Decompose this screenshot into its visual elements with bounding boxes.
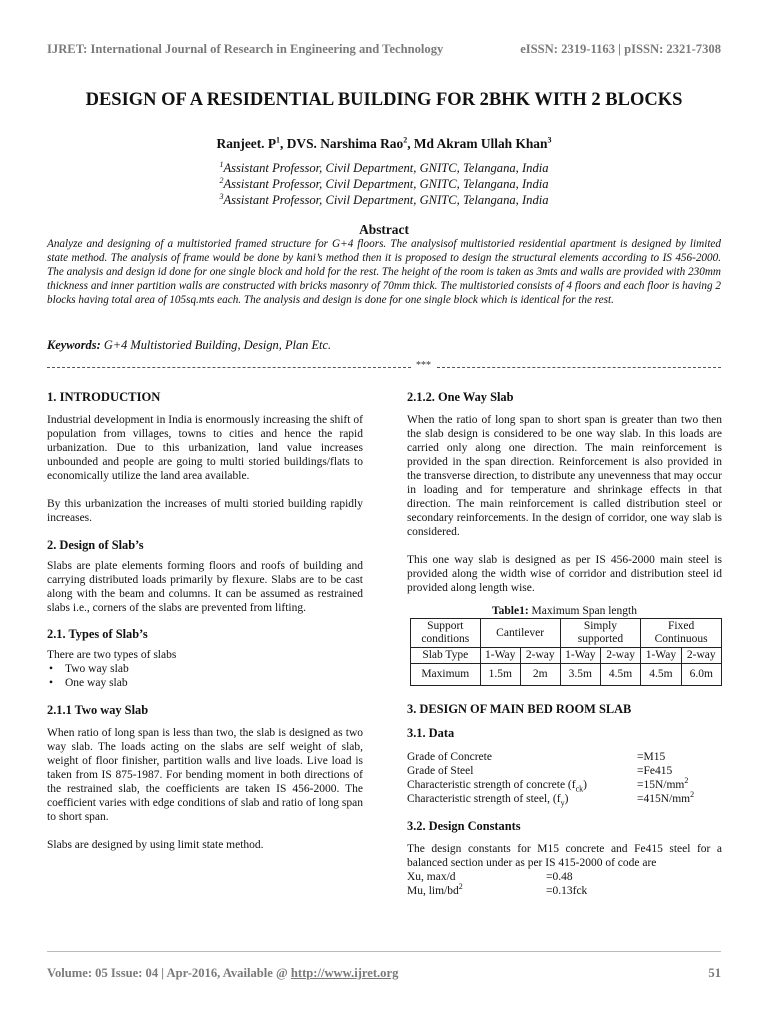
paragraph: Slabs are designed by using limit state method. [47, 839, 264, 851]
author-sup: 2 [403, 135, 408, 145]
page-number: 51 [708, 966, 721, 980]
paragraph: By this urbanization the increases of multi storied building rapidly increases. [47, 498, 363, 524]
list-item: • Two way slab [47, 662, 363, 676]
data-list [407, 750, 722, 806]
paragraph: There are two types of slabs [47, 649, 177, 661]
data-row: Grade of Concrete =M15 [407, 751, 666, 763]
table-cell: 2-way [520, 648, 560, 664]
author-sup: 3 [547, 135, 552, 145]
journal-name: IJRET: International Journal of Research in Engineering and Technology [47, 42, 444, 56]
paragraph: This one way slab is designed as per IS 456-2000 main steel is provided along the width wise of corridor and distribution steel id provided along length wise. [407, 554, 722, 594]
journal-link[interactable]: http://www.ijret.org [290, 966, 399, 980]
slab-type-list [47, 662, 363, 690]
data-row: Mu, $\lim/bd^2$ =0.13fck [407, 882, 588, 897]
table-cell: 1-Way [560, 648, 600, 664]
data-row: Grade of Steel =Fe415 [407, 765, 673, 777]
table-cell: Slab Type [411, 648, 481, 664]
table-cell: 4.5m [600, 664, 640, 686]
table-cell: Maximum [411, 664, 481, 686]
left-column [47, 390, 363, 852]
table-cell: Support conditions [411, 619, 481, 648]
table-row [411, 664, 722, 686]
author-list: Ranjeet. $P^1$, DVS. Narshima Rao$^2$, Md Akram Ullah Khan$^3$ [216, 135, 552, 151]
table-cell: 1-Way [480, 648, 520, 664]
section-heading: 1. INTRODUCTION [47, 390, 161, 404]
data-row: Xu, max/d =0.48 [407, 871, 573, 883]
table-cell: 2m [520, 664, 560, 686]
section-heading: 3.2. Design Constants [407, 819, 521, 833]
issn: eISSN: 2319-1163 | pISSN: 2321-7308 [520, 42, 721, 56]
keywords-text: G+4 Multistoried Building, Design, Plan Etc. [103, 338, 332, 352]
paragraph: When ratio of long span is less than two, the slab is designed as two way slab. The loads acting on the slabs are self weight of slab, weight of floor finisher, partition walls and live loads. Live load is taken from IS 875-1987. For bending moment in both directions of the restrained slab, the coefficients are taken IS 456-2000. The coefficient varies with edge conditions of slab and ratio of long span to short span. [47, 727, 363, 823]
max-span-table [410, 618, 722, 686]
table-cell: 1.5m [480, 664, 520, 686]
abstract-text: Analyze and designing of a multistoried framed structure for G+4 floors. The analysisof multistoried residential apartment is designed by limited state method. The analysis of frame would be done by kani’s method then it is proposed to design the structural elements according to IS 456-2000. The analysis and design id done for one single block and hold for the rest. The height of the room is taken as 3mts and walls are provided with 230mm thickness and inner partition walls are constructed with bricks masonry of 70mm thick. The multistoried consists of 4 floors and each floor is having 2 blocks having total area of 105sq.mts each. The analysis and design is done for one single block which is identical for the rest. [47, 238, 721, 306]
table-caption: Table1: Maximum Span length [492, 605, 637, 617]
abstract-heading: Abstract [359, 222, 409, 237]
separator-line [47, 367, 411, 368]
paragraph: When the ratio of long span to short span is greater than two then the slab design is considered to be one way slab. In this loads are carried only along one direction. The main reinforcement is provided in the span direction. Reinforcement is also provided in the transverse direction, to distribute any unevenness that may occur in loading and for temperature and shrinkage effects in that direction. The main reinforcement is called distribution steel or secondary reinforcements. In the design of corridor, one way slab is considered. [407, 414, 722, 538]
author-name: Md Akram Ullah Khan [413, 136, 548, 151]
separator-stars: *** [416, 360, 431, 371]
paper-title: DESIGN OF A RESIDENTIAL BUILDING FOR 2BHK WITH 2 BLOCKS [85, 90, 683, 110]
table-cell: 1-Way [641, 648, 681, 664]
table-row [411, 619, 722, 648]
running-footer [47, 966, 721, 981]
right-column [407, 390, 722, 898]
keywords [47, 338, 721, 353]
footer-rule [47, 951, 721, 952]
table-cell: 2-way [681, 648, 721, 664]
list-item: • One way slab [47, 676, 363, 690]
keywords-label: Keywords: [47, 338, 101, 352]
volume-info: Volume: 05 Issue: 04 | Apr-2016, Available @ [47, 966, 291, 980]
section-heading: 2.1. Types of Slab’s [47, 627, 148, 641]
section-heading: 2.1.1 Two way Slab [47, 703, 149, 717]
running-header [47, 42, 721, 60]
table-cell: Fixed Continuous [641, 619, 722, 648]
table-cell: 2-way [600, 648, 640, 664]
data-row: Characteristic strength of concrete $(f_{ck})$ $=15N/mm^2$ [407, 776, 689, 794]
section-heading: 3.1. Data [407, 726, 455, 740]
author-sup: 1 [276, 135, 281, 145]
table-cell: Simply supported [560, 619, 641, 648]
section-separator [47, 360, 721, 372]
section-heading: 2.1.2. One Way Slab [407, 390, 514, 404]
paragraph: The design constants for M15 concrete and Fe415 steel for a balanced section under as per IS 415-2000 of code are [407, 843, 722, 869]
table-cell: 4.5m [641, 664, 681, 686]
affiliation: $^2$Assistant Professor, Civil Department, GNITC, Telangana, India [219, 175, 549, 191]
affiliation: $^3$Assistant Professor, Civil Department, GNITC, Telangana, India [219, 191, 549, 207]
affiliation: $^1$Assistant Professor, Civil Department, GNITC, Telangana, India [219, 159, 549, 175]
author-name: Ranjeet. P [216, 136, 277, 151]
section-heading: 3. DESIGN OF MAIN BED ROOM SLAB [407, 702, 632, 716]
section-heading: 2. Design of Slab’s [47, 538, 144, 552]
paragraph: Slabs are plate elements forming floors and roofs of building and carrying distributed loads primarily by flexure. Slabs are to be cast along with the beam and columns. It can be assumed as restrained slabs i.e., corners of the slabs are prevented from lifting. [47, 560, 363, 614]
paragraph: Industrial development in India is enormously increasing the shift of population from villages, towns to cities and hence the rapid urbanization. Due to this urbanization, land value increases unbounded and people are going to multi storied buildings/flats to economically utilize the land area available. [47, 414, 363, 482]
data-row: Characteristic strength of steel, $(f_y)$ $=415N/mm^2$ [407, 790, 695, 808]
table-row [411, 648, 722, 664]
table-cell: 6.0m [681, 664, 721, 686]
author-name: DVS. Narshima Rao [286, 136, 404, 151]
separator-line [437, 367, 721, 368]
table-cell: Cantilever [480, 619, 560, 648]
table-cell: 3.5m [560, 664, 600, 686]
